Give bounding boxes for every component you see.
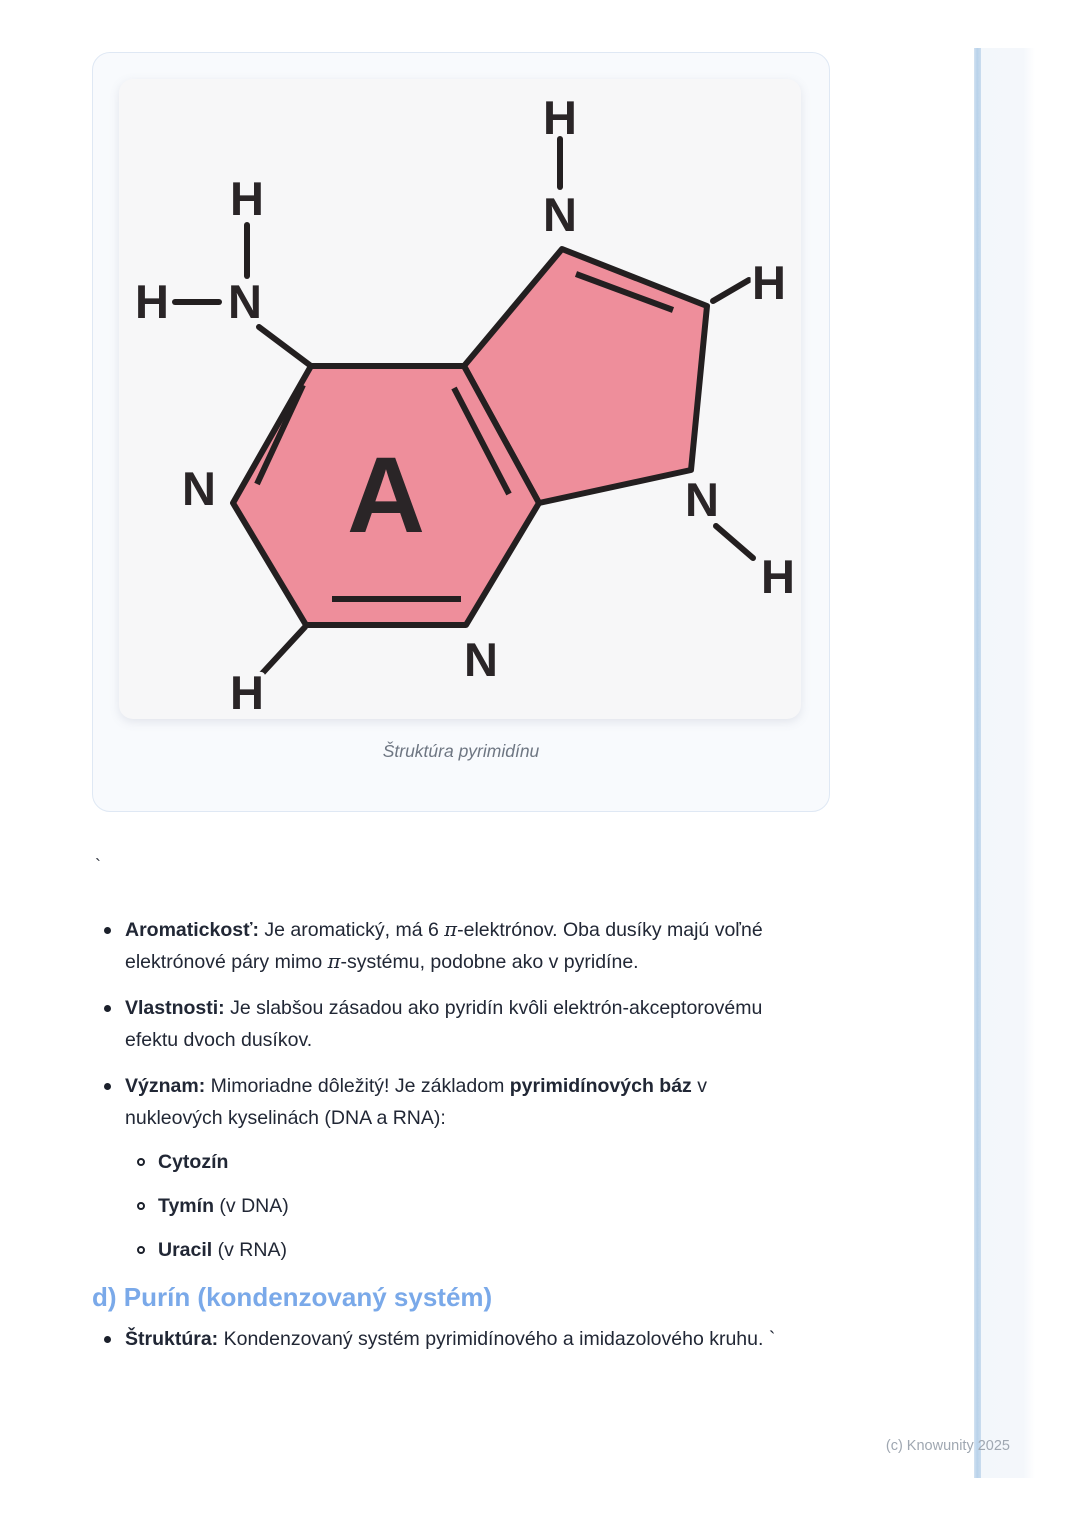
list-item-text: Štruktúra: Kondenzovaný systém pyrimidínového a imidazolového kruhu. ` (125, 1328, 776, 1350)
hydrogen-label: H (543, 91, 577, 144)
list-item-struktura (125, 1323, 952, 1355)
sidebar-panel (981, 48, 1035, 1478)
list-item-text: Význam: Mimoriadne dôležitý! Je základom pyrimidínových báz v nukleových kyselinách (DNA a RNA): (125, 1075, 707, 1129)
notes-body (92, 914, 952, 1355)
adenine-letter: A (347, 434, 425, 555)
figure-card (92, 52, 830, 812)
nitrogen-label: N (685, 473, 719, 526)
bond-ch-bottom-left (257, 627, 305, 679)
hydrogen-label: H (230, 172, 264, 225)
list-item-tymin (158, 1190, 952, 1222)
list-item-text: Tymín (v DNA) (158, 1195, 289, 1217)
list-item-aromatickost (125, 914, 952, 978)
bond-nh-bottom-right (716, 526, 753, 558)
nitrogen-label: N (228, 275, 262, 328)
list-item-text: Cytozín (158, 1151, 229, 1173)
list-item-text: Uracil (v RNA) (158, 1239, 287, 1261)
bullet-list (92, 914, 952, 1266)
list-item-cytozin (158, 1146, 952, 1178)
list-item-vlastnosti (125, 992, 952, 1056)
list-item-uracil (158, 1234, 952, 1266)
sub-bullet-list (125, 1146, 952, 1266)
bond-amino-ring (259, 327, 311, 366)
hydrogen-label: H (135, 275, 169, 328)
stray-backtick: ` (95, 856, 101, 876)
adenine-structure-diagram (119, 79, 801, 719)
list-item-text: Aromatickosť: Je aromatický, má 6 π-elektrónov. Oba dusíky majú voľné elektrónové páry mimo π-systému, podobne ako v pyridíne. (125, 918, 763, 973)
list-item-text: Vlastnosti: Je slabšou zásadou ako pyridín kvôli elektrón-akceptorovému efektu dvoch dusíkov. (125, 997, 763, 1051)
hydrogen-label: H (752, 256, 786, 309)
molecule-image (119, 79, 801, 719)
nitrogen-label: N (543, 188, 577, 241)
hydrogen-label: H (230, 666, 264, 719)
section-heading-purin: d) Purín (kondenzovaný systém) (92, 1282, 493, 1312)
hydrogen-label: H (761, 550, 795, 603)
footer-credit: (c) Knowunity 2025 (885, 1438, 1010, 1454)
nitrogen-label: N (182, 462, 216, 515)
panel-divider[interactable] (974, 48, 981, 1478)
nitrogen-label: N (464, 633, 498, 686)
bond-ch-right (713, 280, 749, 301)
figure-caption: Štruktúra pyrimidínu (382, 741, 540, 761)
list-item-vyznam (125, 1070, 952, 1266)
final-bullet-list (92, 1323, 952, 1355)
